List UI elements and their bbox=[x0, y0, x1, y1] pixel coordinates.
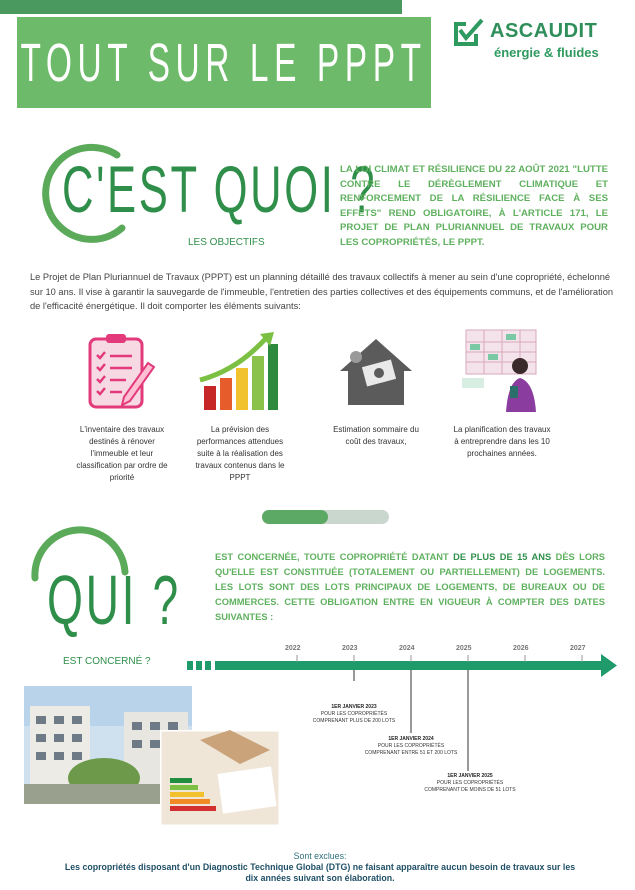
page-title: TOUT SUR LE PPPT bbox=[20, 32, 428, 93]
section-sublabel-objectifs: LES OBJECTIFS bbox=[188, 237, 265, 248]
planning-person-icon bbox=[458, 326, 550, 414]
top-accent-strip bbox=[0, 0, 402, 14]
logo-name: ASCAUDIT bbox=[490, 20, 598, 42]
timeline-year-2027: 2027 bbox=[570, 645, 586, 652]
section-sublabel-concerne: EST CONCERNÉ ? bbox=[63, 656, 151, 667]
loi-intro-text: LA LOI CLIMAT ET RÉSILIENCE DU 22 AOÛT 2021 "LUTTE CONTRE LE DÉRÈGLEMENT CLIMATIQUE ET RENFORCEMENT DE LA RÉSILIENCE FACE À SES EFFETS" REND OBLIGATOIRE, À L'ARTICLE 171, LE PROJET DE PLAN PLURIANNUEL DE TRAVAUX POUR LES COPROPRIÉTÉS, LE PPPT. bbox=[340, 164, 608, 248]
pppt-description: Le Projet de Plan Pluriannuel de Travaux (PPPT) est un planning détaillé des travaux collectifs à mener au sein d'une copropriété, échelonné sur 10 ans. Il vise à garantir la sauvegarde de l'immeuble, l'entretien des parties collectives et des équipements communs, et de l'amélioration de l'efficacité énergétique. Il doit comporter les éléments suivants: bbox=[30, 272, 614, 311]
checklist-icon bbox=[88, 333, 158, 411]
logo-subtitle: énergie & fluides bbox=[494, 45, 599, 60]
qui-concerne-text bbox=[215, 550, 605, 625]
section-heading-quoi: C'EST QUOI ? bbox=[62, 152, 378, 226]
item-caption-performances: La prévision des performances attendues suite à la réalisation des travaux contenus dans le PPPT bbox=[195, 425, 285, 482]
performance-chart-icon bbox=[198, 330, 282, 414]
event-date: 1ER JANVIER 2024 bbox=[388, 736, 434, 742]
timeline-event-2023 bbox=[294, 704, 414, 725]
qui-text-part2: DÈS LORS QU'ELLE EST CONSTITUÉE (TOTALEMENT OU PARTIELLEMENT) DE LOGEMENTS. LES LOTS SONT DES LOTS PRINCIPAUX DE LOGEMENTS, DE BUREAUX OU DE COMMERCES. CETTE OBLIGATION ENTRE EN VIGUEUR À COMPTER DES DATES SUIVANTES : bbox=[215, 552, 606, 622]
event-line2: COMPRENANT PLUS DE 200 LOTS bbox=[312, 718, 396, 724]
timeline-year-2025: 2025 bbox=[456, 645, 472, 652]
exclusion-note bbox=[60, 851, 580, 884]
qui-text-part1: EST CONCERNÉE, TOUTE COPROPRIÉTÉ DATANT bbox=[215, 552, 454, 562]
section-heading-qui: QUI ? bbox=[47, 561, 181, 639]
house-money-icon bbox=[336, 333, 416, 411]
energy-label-photo bbox=[160, 730, 280, 826]
divider-pill-fill bbox=[262, 510, 328, 524]
timeline-year-2023: 2023 bbox=[342, 645, 358, 652]
ascaudit-logo-icon bbox=[452, 18, 486, 48]
event-line2: COMPRENANT DE MOINS DE 51 LOTS bbox=[424, 787, 516, 793]
timeline-year-2024: 2024 bbox=[399, 645, 415, 652]
exclusion-label: Sont exclues: bbox=[293, 851, 347, 861]
item-caption-inventaire: L'inventaire des travaux destinés à rénover l'immeuble et leur classification par ordre de priorité bbox=[76, 425, 168, 482]
timeline-event-2024 bbox=[351, 736, 471, 757]
event-line1: POUR LES COPROPRIÉTÉS bbox=[377, 743, 445, 749]
exclusion-text: Les copropriétés disposant d'un Diagnostic Technique Global (DTG) ne faisant apparaître aucun besoin de travaux sur les dix années suivant son élaboration. bbox=[64, 862, 576, 883]
event-line1: POUR LES COPROPRIÉTÉS bbox=[436, 780, 504, 786]
qui-text-bold: DE PLUS DE 15 ANS bbox=[453, 552, 552, 562]
event-date: 1ER JANVIER 2023 bbox=[331, 704, 377, 710]
title-banner bbox=[17, 17, 431, 108]
event-line2: COMPRENANT ENTRE 51 ET 200 LOTS bbox=[364, 750, 458, 756]
event-date: 1ER JANVIER 2025 bbox=[447, 773, 493, 779]
timeline-year-2026: 2026 bbox=[513, 645, 529, 652]
event-line1: POUR LES COPROPRIÉTÉS bbox=[320, 711, 388, 717]
timeline-year-2022: 2022 bbox=[285, 645, 301, 652]
item-caption-estimation: Estimation sommaire du coût des travaux, bbox=[333, 425, 419, 446]
timeline-event-2025 bbox=[410, 773, 530, 794]
item-caption-planification: La planification des travaux à entreprendre dans les 10 prochaines années. bbox=[453, 425, 551, 458]
